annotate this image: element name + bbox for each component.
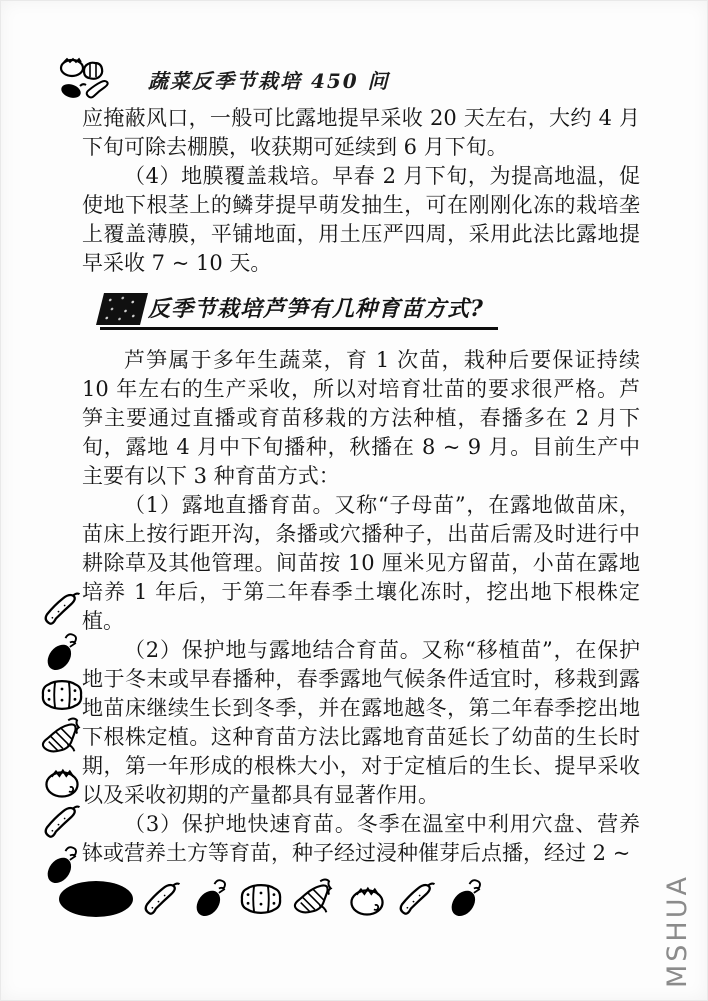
eggplant-icon — [445, 877, 487, 921]
margin-vegetable-strip — [34, 588, 90, 888]
bottom-vegetable-row — [58, 876, 487, 922]
solid-ellipse-icon — [58, 880, 134, 918]
paragraph-method-3: （3）保护地快速育苗。冬季在温室中利用穴盘、营养钵或营养土方等育苗，种子经过浸种催芽后点播，经过 2 ~ — [82, 812, 640, 865]
squash-icon — [239, 880, 283, 918]
gourd-icon — [38, 715, 86, 761]
eggplant-icon — [190, 877, 232, 921]
tomato-icon — [40, 762, 84, 800]
question-number-box — [96, 293, 148, 325]
paragraph-film-mulch: （4）地膜覆盖栽培。早春 2 月下旬，为提高地温，促使地下根茎上的鳞芽提早萌发抽生，可在刚刚化冻的栽培垄上覆盖薄膜，平铺地面，用土压严四周，采用此法比露地提早采收 7 ~ 10 天。 — [82, 164, 640, 275]
eggplant-icon — [41, 631, 83, 675]
cucumber-icon — [141, 878, 183, 920]
gourd-icon — [290, 876, 338, 922]
question-heading-text: 反季节栽培芦笋有几种育苗方式? — [148, 296, 484, 322]
book-title: 蔬菜反季节栽培 450 问 — [148, 68, 390, 93]
cucumber-icon — [396, 878, 438, 920]
squash-icon — [40, 676, 84, 714]
vegetable-cluster-icon — [58, 56, 132, 102]
watermark: MSHUA — [662, 874, 693, 988]
tomato-icon — [345, 880, 389, 918]
paragraph-continuation: 应掩蔽风口，一般可比露地提早采收 20 天左右，大约 4 月下旬可除去棚膜，收获期可延续到 6 月下旬。 — [82, 106, 640, 159]
paragraph-method-2: （2）保护地与露地结合育苗。又称“移植苗”，在保护地于冬末或早春播种，春季露地气候条件适宜时，移栽到露地苗床继续生长到冬季，并在露地越冬，第二年春季挖出地下根株定植。这种育苗方法比露地育苗延长了幼苗的生长时期，第一年形成的根株大小，对于定植后的生长、提早采收以及采收初期的产量都具有显著作用。 — [82, 638, 640, 807]
cucumber-icon — [41, 801, 83, 843]
article-text — [82, 104, 640, 868]
page-header — [58, 56, 390, 102]
question-heading — [100, 293, 498, 330]
cucumber-icon — [41, 588, 83, 630]
paragraph-answer-intro: 芦笋属于多年生蔬菜，育 1 次苗，栽种后要保证持续 10 年左右的生产采收，所以对培育壮苗的要求很严格。芦笋主要通过直播或育苗移栽的方法种植，春播多在 2 月下旬，露地 4 月中下旬播种，秋播在 8 ~ 9 月。目前生产中主要有以下 3 种育苗方式： — [82, 348, 640, 488]
paragraph-method-1: （1）露地直播育苗。又称“子母苗”，在露地做苗床，苗床上按行距开沟，条播或穴播种子，出苗后需及时进行中耕除草及其他管理。间苗按 10 厘米见方留苗，小苗在露地培养 1 年后，于第二年春季土壤化冻时，挖出地下根株定植。 — [82, 493, 640, 633]
